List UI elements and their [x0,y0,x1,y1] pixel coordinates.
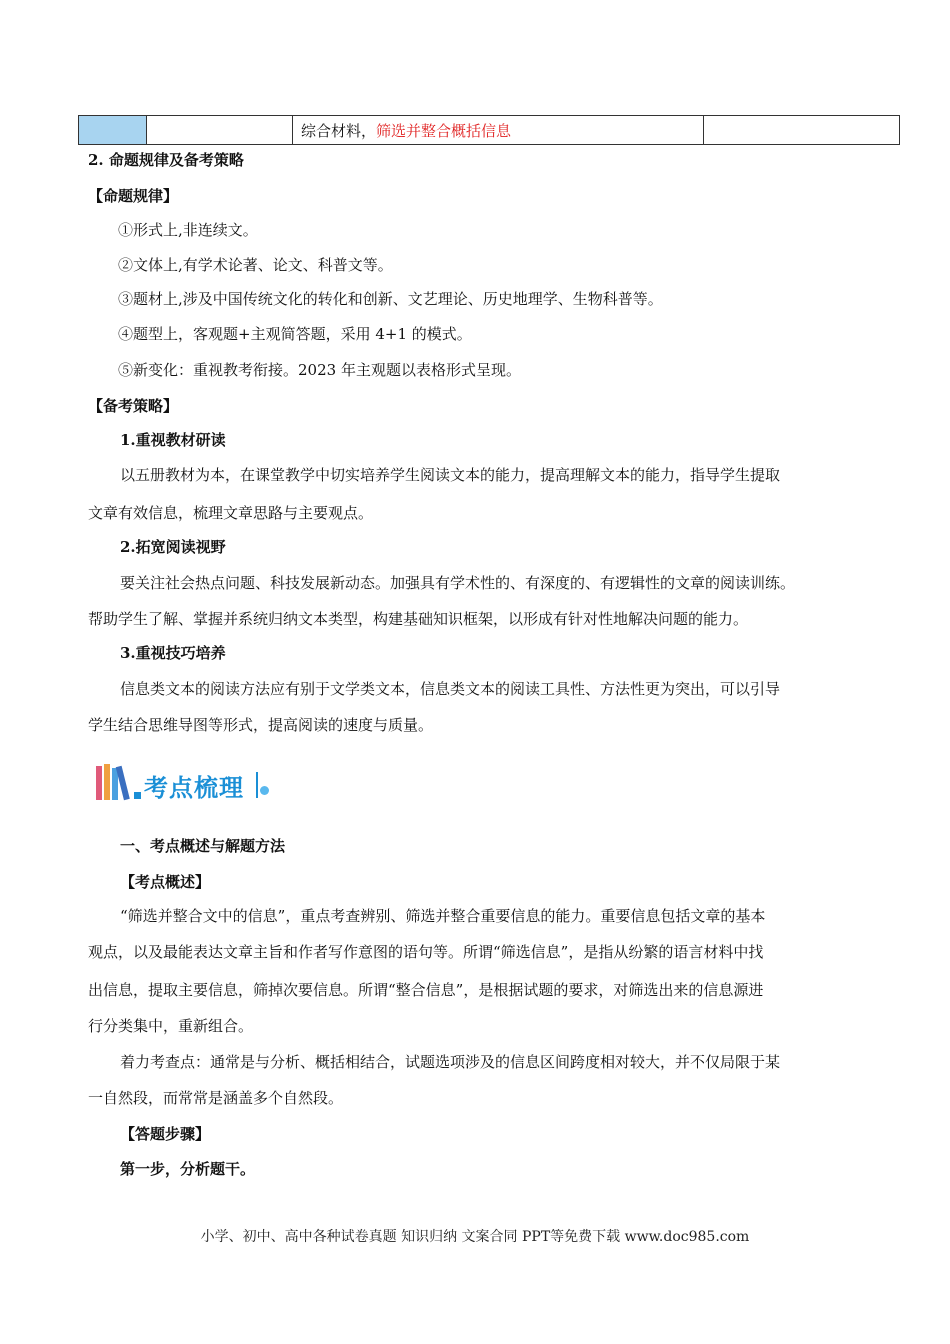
paragraph-line: 行分类集中，重新组合。 [88,1017,254,1035]
section-logo-title: 考点梳理 [144,774,244,802]
table-cell [79,116,147,145]
books-icon [96,764,144,804]
logo-divider [256,772,258,798]
paragraph-line: 以五册教材为本，在课堂教学中切实培养学生阅读文本的能力，提高理解文本的能力，指导学生提取 [120,466,781,484]
paragraph-line: 文章有效信息，梳理文章思路与主要观点。 [88,504,374,522]
paragraph-line: 一自然段，而常常是涵盖多个自然段。 [88,1089,344,1107]
rule-item: ⑤新变化：重视教考衔接。2023 年主观题以表格形式呈现。 [118,361,521,379]
cell-highlight-text: 筛选并整合概括信息 [376,121,512,140]
table-cell [147,116,293,145]
strategy-heading: 3.重视技巧培养 [120,644,226,662]
info-table [78,115,900,145]
table-row [79,116,900,145]
rule-item: ④题型上，客观题+主观简答题，采用 4+1 的模式。 [118,325,472,343]
paragraph-line: 观点，以及最能表达文章主旨和作者写作意图的语句等。所谓“筛选信息”，是指从纷繁的语言材料中找 [88,943,764,961]
paragraph-line: 要关注社会热点问题、科技发展新动态。加强具有学术性的、有深度的、有逻辑性的文章的阅读训练。 [120,574,796,592]
table-cell [293,116,704,145]
paragraph-line: 出信息，提取主要信息，筛掉次要信息。所谓“整合信息”，是根据试题的要求，对筛选出来的信息源进 [88,981,764,999]
strategy-title: 【备考策略】 [88,397,179,415]
paragraph-line: 帮助学生了解、掌握并系统归纳文本类型，构建基础知识框架，以形成有针对性地解决问题的能力。 [88,610,749,628]
logo-dot-icon [260,786,269,795]
rule-item: ①形式上,非连续文。 [118,221,258,239]
section-heading: 一、考点概述与解题方法 [120,837,286,855]
strategy-heading: 1.重视教材研读 [120,431,226,449]
page-footer: 小学、初中、高中各种试卷真题 知识归纳 文案合同 PPT等免费下载 www.doc985.com [200,1229,750,1245]
strategy-heading: 2.拓宽阅读视野 [120,538,226,556]
overview-title: 【考点概述】 [120,873,211,891]
rule-item: ②文体上,有学术论著、论文、科普文等。 [118,256,393,274]
rules-title: 【命题规律】 [88,187,179,205]
cell-text: 综合材料， [301,121,377,140]
table-cell [704,116,900,145]
rule-item: ③题材上,涉及中国传统文化的转化和创新、文艺理论、历史地理学、生物科普等。 [118,290,663,308]
section-heading: 2. 命题规律及备考策略 [88,151,244,169]
paragraph-line: “筛选并整合文中的信息”，重点考查辨别、筛选并整合重要信息的能力。重要信息包括文章的基本 [120,907,766,925]
paragraph-line: 着力考查点：通常是与分析、概括相结合，试题选项涉及的信息区间跨度相对较大，并不仅局限于某 [120,1053,781,1071]
paragraph-line: 学生结合思维导图等形式，提高阅读的速度与质量。 [88,716,434,734]
steps-title: 【答题步骤】 [120,1125,211,1143]
step-item: 第一步，分析题干。 [120,1160,256,1178]
paragraph-line: 信息类文本的阅读方法应有别于文学类文本，信息类文本的阅读工具性、方法性更为突出，可以引导 [120,680,781,698]
